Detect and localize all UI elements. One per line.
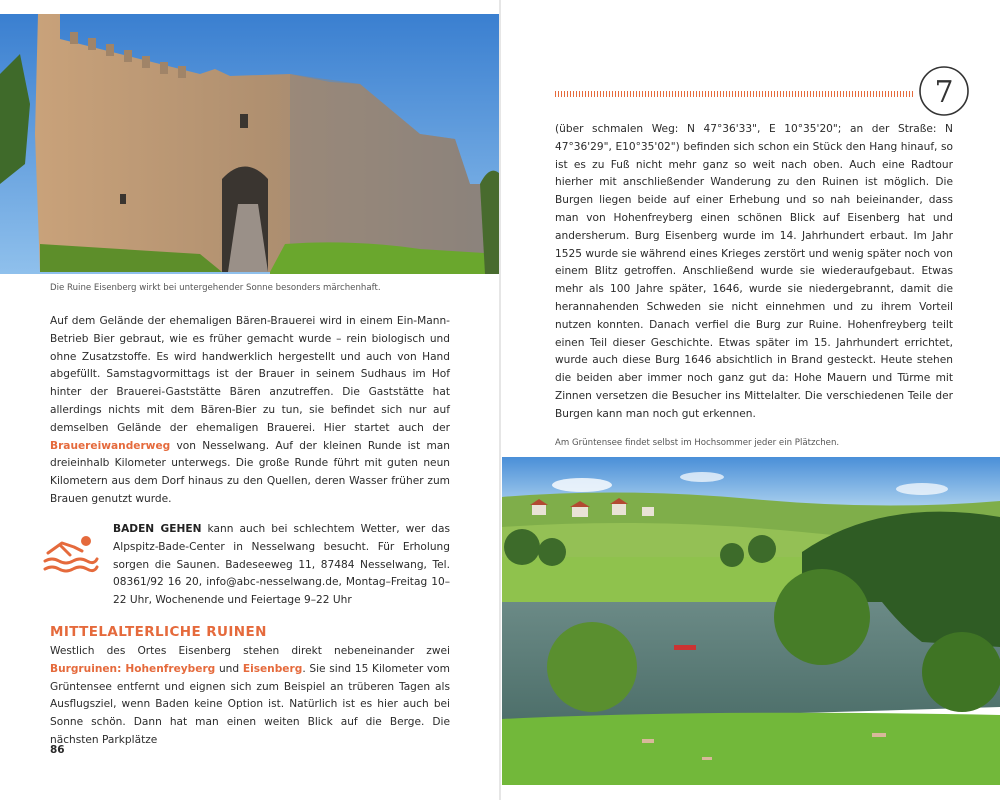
ruinen-text-end: . Sie sind 15 Kilometer vom Grüntensee entfernt und eignen sich zum Beispiel an trüberen Tagen als Ausflugsziel, wenn Baden keine Option ist. Natürlich ist es hier auch bei Sonne schön. Dann hat man einen weiten Blick auf die Berge. Die nächsten Parkplätze	[50, 662, 450, 746]
swimmer-icon	[42, 527, 100, 577]
chapter-number-badge	[917, 64, 971, 118]
brauereiwanderweg-link[interactable]: Brauereiwanderweg	[50, 439, 171, 452]
page-number: 86	[50, 744, 65, 756]
baden-gehen-keyword: BADEN GEHEN	[113, 523, 202, 535]
dotted-rule	[555, 91, 915, 97]
lake-photo-caption: Am Grüntensee findet selbst im Hochsommer jeder ein Plätzchen.	[555, 438, 840, 448]
section-heading-ruinen: MITTELALTERLICHE RUINEN	[50, 624, 267, 640]
ruinen-and: und	[218, 662, 240, 675]
eisenberg-link[interactable]: Eisenberg	[242, 662, 303, 675]
burgen-text: (über schmalen Weg: N 47°36'33", E 10°35'20"; an der Straße: N 47°36'29", E10°35'02") befinden sich schon ein Stück den Hang hinauf, so ist es zu Fuß nicht mehr ganz so weit nach oben. Auch eine Radtour hierher mit anschließender Wanderung zu den Ruinen ist möglich. Die Burgen liegen beide auf einer Erhebung und so nah beieinander, dass man von Hohenfreyberg einen schönen Blick auf Eisenberg hat und andersherum. Burg Eisenberg wurde im 14. Jahrhundert erbaut. Im Jahr 1525 wurde sie während eines Krieges zerstört und wenig später noch von einem Blitz getroffen. Anschließend wurde sie wiederaufgebaut. Etwas mehr als 100 Jahre später, 1646, wurde sie niedergebrannt, damit die herannahenden Schweden sie nicht einnehmen und zu ihrem Vorteil nutzen konnten. Danach verfiel die Burg zur Ruine. Hohenfreyberg teilt einen Teil dieser Geschichte. Etwas später im 15. Jahrhundert errichtet, wurde auch diese Burg 1646 absichtlich in Brand gesteckt. Heute stehen die beiden aber immer noch ganz gut da: Hohe Mauern und Türme mit Zinnen versetzen die Besucher ins Mittelalter. Die verschiedenen Teile der Burgen kann man noch gut erkennen.	[555, 123, 953, 420]
ruinen-paragraph	[50, 643, 450, 750]
brewery-text-end: von Nesselwang. Auf der kleinen Runde ist man dreieinhalb Kilometer unterwegs. Die große Runde führt mit guten neun Kilometern aus dem Dorf hinaus zu den Quellen, deren Wasser früher zum Brauen genutzt wurde.	[50, 439, 450, 505]
brewery-paragraph	[50, 313, 450, 509]
book-spine	[499, 0, 501, 800]
hohenfreyberg-link[interactable]: Burgruinen: Hohenfreyberg	[50, 662, 216, 675]
chapter-number: 7	[934, 75, 954, 110]
baden-gehen-text: kann auch bei schlechtem Wetter, wer das Alpspitz-Bade-Center in Nesselwang besucht. Für Erholung sorgen die Saunen. Badeseeweg 11, 87484 Nesselwang, Tel. 08361/92 16 20, info@abc-nesselwang.de, Montag–Freitag 10–22 Uhr, Wochenende und Feiertage 9–22 Uhr	[113, 523, 450, 607]
brewery-text-start: Auf dem Gelände der ehemaligen Bären-Brauerei wird in einem Ein-Mann-Betrieb Bier gebraut, wie es früher gemacht wurde – rein biologisch und ohne Zusatzstoffe. Es wird handwerklich hergestellt und auch von Hand abgefüllt. Samstagvormittags ist der Brauer in seinem Sudhaus im Hof hinter der Brauerei-Gaststätte Bären anzutreffen. Die Gaststätte hat allerdings nichts mit dem Bären-Bier zu tun, sie befindet sich nur auf demselben Gelände der ehemaligen Brauerei. Hier startet auch der	[50, 315, 450, 434]
castle-ruin-photo	[0, 14, 500, 274]
burgen-paragraph	[555, 121, 953, 424]
ruinen-text-start: Westlich des Ortes Eisenberg stehen direkt nebeneinander zwei	[50, 645, 450, 657]
baden-gehen-tip	[113, 521, 450, 610]
castle-photo-caption: Die Ruine Eisenberg wirkt bei untergehender Sonne besonders märchenhaft.	[50, 283, 381, 293]
gruentensee-photo	[502, 457, 1000, 785]
